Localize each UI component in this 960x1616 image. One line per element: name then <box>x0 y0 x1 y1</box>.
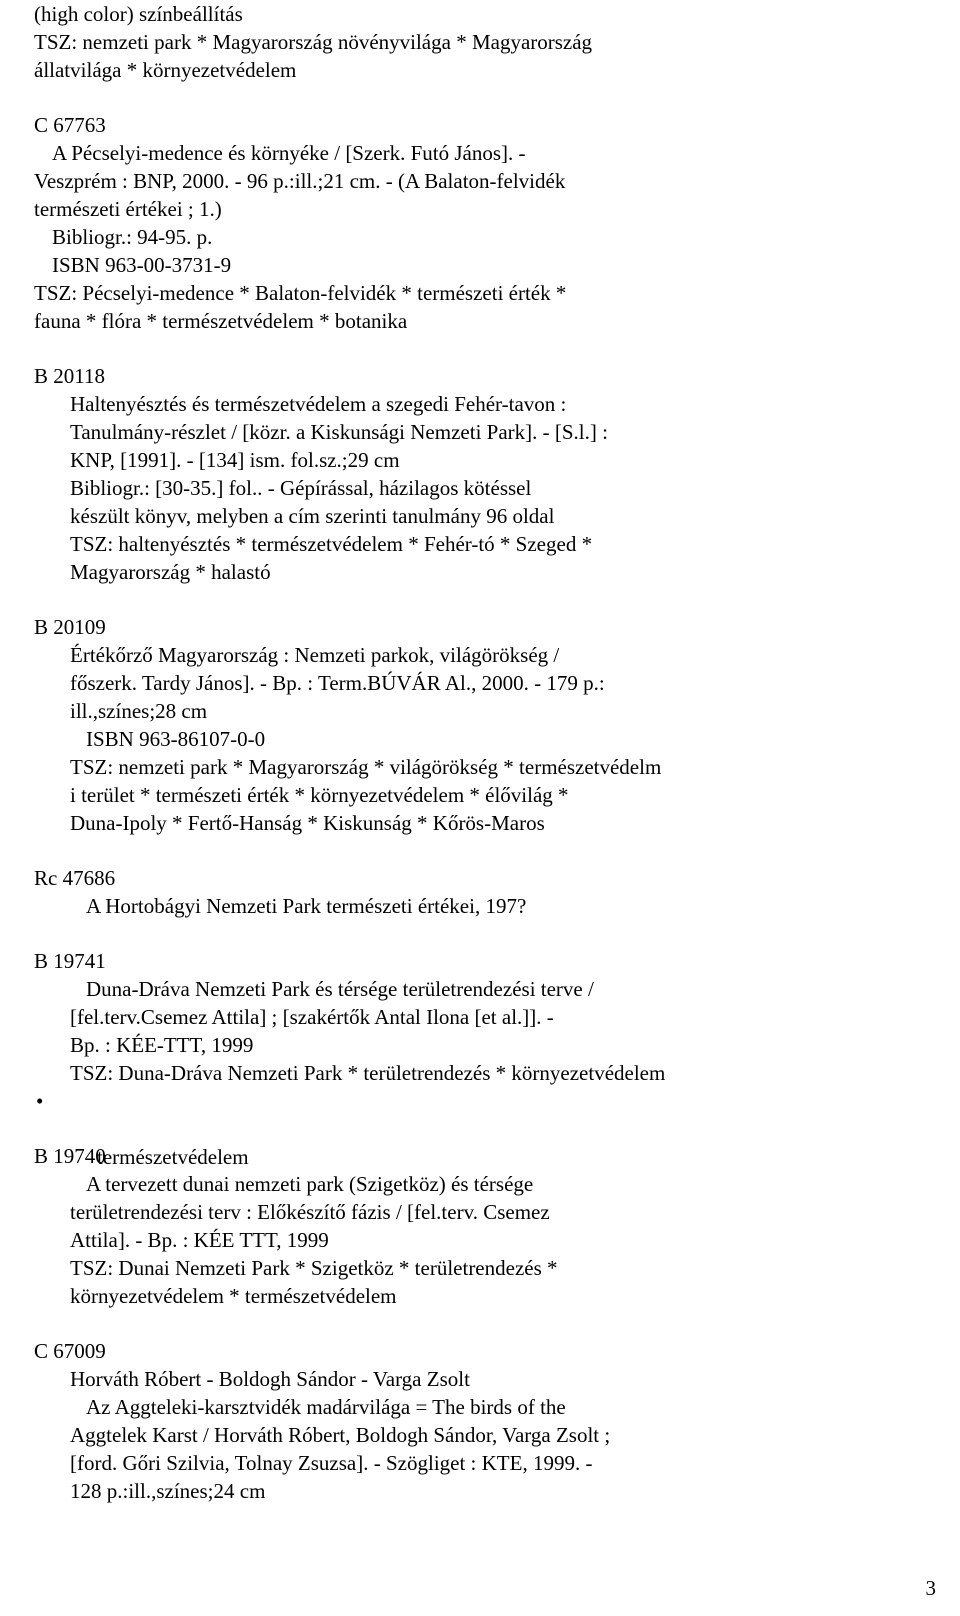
text-line: természeti értékei ; 1.) <box>34 197 222 221</box>
text-line: [ford. Gőri Szilvia, Tolnay Zsuzsa]. - Szögliget : KTE, 1999. - <box>70 1451 593 1475</box>
call-number: B 19741 <box>34 949 106 973</box>
text-line: Aggtelek Karst / Horváth Róbert, Boldogh Sándor, Varga Zsolt ; <box>70 1423 611 1447</box>
call-number: C 67763 <box>34 113 106 137</box>
text-line: Tanulmány-részlet / [közr. a Kiskunsági Nemzeti Park]. - [S.l.] : <box>70 420 608 444</box>
text-line: A Hortobágyi Nemzeti Park természeti értékei, 197? <box>86 894 527 918</box>
text-line: állatvilága * környezetvédelem <box>34 58 297 82</box>
subject-terms: környezetvédelem * természetvédelem <box>70 1284 397 1308</box>
subject-terms: Duna-Ipoly * Fertő-Hanság * Kiskunság * Kőrös-Maros <box>70 811 545 835</box>
text-line: Bp. : KÉE-TTT, 1999 <box>70 1033 254 1057</box>
catalog-page <box>34 0 934 1505</box>
subject-terms: TSZ: haltenyésztés * természetvédelem * Fehér-tó * Szeged * <box>70 532 593 556</box>
text-line: Attila]. - Bp. : KÉE TTT, 1999 <box>70 1228 329 1252</box>
bullet-icon: • <box>36 1089 44 1113</box>
text-line: [fel.terv.Csemez Attila] ; [szakértők Antal Ilona [et al.]]. - <box>70 1005 554 1029</box>
text-line: ill.,színes;28 cm <box>70 699 208 723</box>
text-line: készült könyv, melyben a cím szerinti tanulmány 96 oldal <box>70 504 555 528</box>
text-line: 128 p.:ill.,színes;24 cm <box>70 1479 266 1503</box>
page-number: 3 <box>925 1576 936 1600</box>
call-number: B 19740 <box>34 1144 106 1168</box>
call-number: Rc 47686 <box>34 866 116 890</box>
text-line: A Pécselyi-medence és környéke / [Szerk. Futó János]. - <box>52 141 526 165</box>
subject-terms: Magyarország * halastó <box>70 560 271 584</box>
subject-terms: fauna * flóra * természetvédelem * botanika <box>34 309 408 333</box>
text-line: Bibliogr.: 94-95. p. <box>52 225 213 249</box>
subject-terms: TSZ: Duna-Dráva Nemzeti Park * területrendezés * környezetvédelem <box>70 1061 666 1085</box>
subject-terms: TSZ: nemzeti park * Magyarország * világörökség * természetvédelm <box>70 755 662 779</box>
text-line: területrendezési terv : Előkészítő fázis / [fel.terv. Csemez <box>70 1200 550 1224</box>
text-line: Haltenyésztés és természetvédelem a szegedi Fehér-tavon : <box>70 392 567 416</box>
text-line: Veszprém : BNP, 2000. - 96 p.:ill.;21 cm. - (A Balaton-felvidék <box>34 169 566 193</box>
text-line: Duna-Dráva Nemzeti Park és térsége területrendezési terve / <box>86 977 594 1001</box>
author-line: Horváth Róbert - Boldogh Sándor - Varga Zsolt <box>70 1367 470 1391</box>
text-line: Az Aggteleki-karsztvidék madárvilága = The birds of the <box>86 1395 566 1419</box>
text-line: főszerk. Tardy János]. - Bp. : Term.BÚVÁR Al., 2000. - 179 p.: <box>70 671 605 695</box>
text-line: A tervezett dunai nemzeti park (Szigetköz) és térsége <box>86 1172 534 1196</box>
text-line: TSZ: nemzeti park * Magyarország növényvilága * Magyarország <box>34 30 593 54</box>
call-number: B 20118 <box>34 364 105 388</box>
text-line: KNP, [1991]. - [134] ism. fol.sz.;29 cm <box>70 448 400 472</box>
text-line: (high color) színbeállítás <box>34 2 243 26</box>
call-number: C 67009 <box>34 1339 106 1363</box>
call-number: B 20109 <box>34 615 106 639</box>
subject-terms: TSZ: Dunai Nemzeti Park * Szigetköz * területrendezés * <box>70 1256 558 1280</box>
subject-terms: i terület * természeti érték * környezetvédelem * élővilág * <box>70 783 569 807</box>
isbn: ISBN 963-86107-0-0 <box>86 727 266 751</box>
subject-terms: TSZ: Pécselyi-medence * Balaton-felvidék * természeti érték * <box>34 281 567 305</box>
text-line: Értékőrző Magyarország : Nemzeti parkok, világörökség / <box>70 643 560 667</box>
subject-terms: természetvédelem <box>97 1145 249 1169</box>
text-line: Bibliogr.: [30-35.] fol.. - Gépírással, házilagos kötéssel <box>70 476 532 500</box>
isbn: ISBN 963-00-3731-9 <box>52 253 232 277</box>
